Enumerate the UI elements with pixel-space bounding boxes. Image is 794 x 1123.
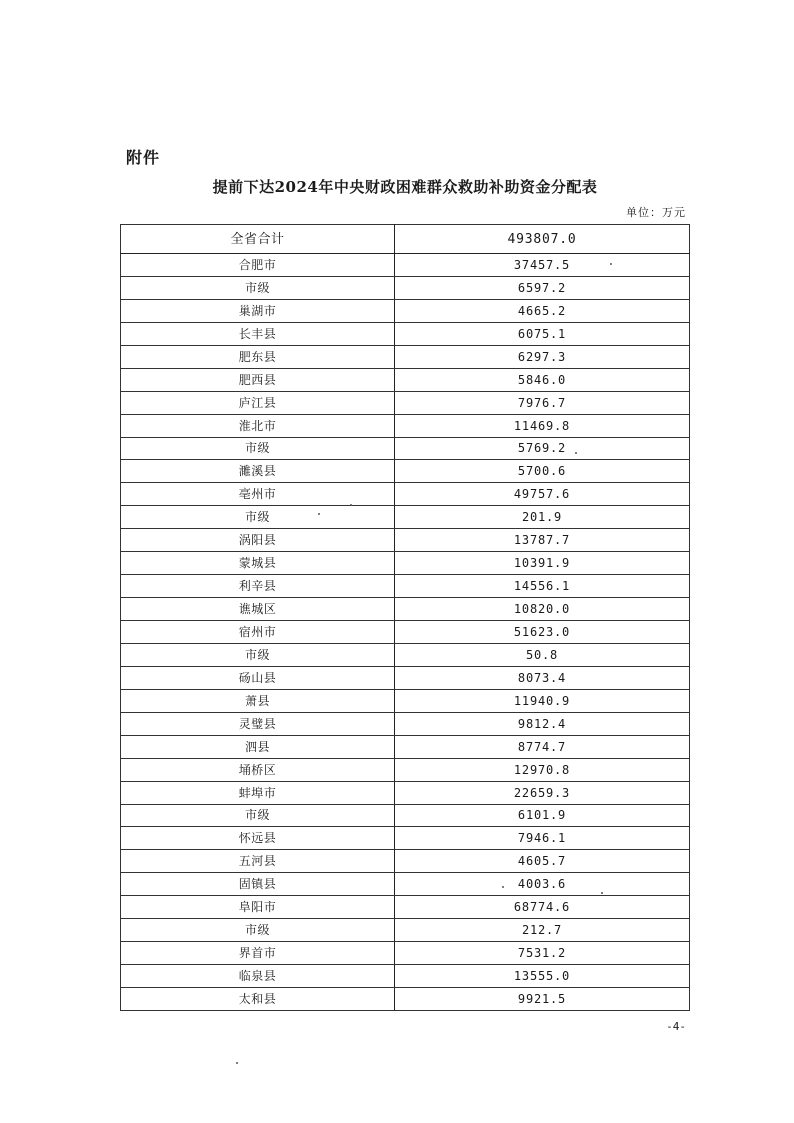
table-row <box>121 712 690 735</box>
total-row <box>121 225 690 254</box>
amount-cell: 6101.9 <box>395 804 690 827</box>
table-row <box>121 850 690 873</box>
amount-cell: 5700.6 <box>395 460 690 483</box>
amount-cell: 22659.3 <box>395 781 690 804</box>
table-row <box>121 827 690 850</box>
amount-cell: 6075.1 <box>395 322 690 345</box>
region-name-cell: 市级 <box>121 804 395 827</box>
amount-cell: 8073.4 <box>395 666 690 689</box>
region-name-cell: 蚌埠市 <box>121 781 395 804</box>
region-name-cell: 蒙城县 <box>121 552 395 575</box>
region-name-cell: 界首市 <box>121 942 395 965</box>
table-row <box>121 781 690 804</box>
region-name-cell: 怀远县 <box>121 827 395 850</box>
page-title: 提前下达2024年中央财政困难群众救助补助资金分配表 <box>212 178 598 196</box>
amount-cell: 51623.0 <box>395 621 690 644</box>
amount-cell: 11940.9 <box>395 689 690 712</box>
region-name-cell: 肥西县 <box>121 368 395 391</box>
region-name-cell: 利辛县 <box>121 575 395 598</box>
amount-cell: 9921.5 <box>395 988 690 1011</box>
region-name-cell: 合肥市 <box>121 254 395 277</box>
table-row <box>121 254 690 277</box>
region-name-cell: 长丰县 <box>121 322 395 345</box>
region-name-cell: 濉溪县 <box>121 460 395 483</box>
table-row <box>121 506 690 529</box>
table-row <box>121 689 690 712</box>
amount-cell: 9812.4 <box>395 712 690 735</box>
amount-cell: 68774.6 <box>395 896 690 919</box>
region-name-cell: 涡阳县 <box>121 529 395 552</box>
table-row <box>121 276 690 299</box>
region-name-cell: 亳州市 <box>121 483 395 506</box>
table-row <box>121 758 690 781</box>
amount-cell: 13787.7 <box>395 529 690 552</box>
region-name-cell: 巢湖市 <box>121 299 395 322</box>
amount-cell: 7531.2 <box>395 942 690 965</box>
table-row <box>121 575 690 598</box>
amount-cell: 6297.3 <box>395 345 690 368</box>
table-row <box>121 942 690 965</box>
scan-speck <box>575 452 577 454</box>
table-row <box>121 414 690 437</box>
amount-cell: 7946.1 <box>395 827 690 850</box>
amount-cell: 11469.8 <box>395 414 690 437</box>
table-row <box>121 873 690 896</box>
amount-cell: 4605.7 <box>395 850 690 873</box>
region-name-cell: 市级 <box>121 643 395 666</box>
scan-speck <box>236 1062 238 1064</box>
region-name-cell: 市级 <box>121 506 395 529</box>
table-row <box>121 804 690 827</box>
table-row <box>121 988 690 1011</box>
region-name-cell: 市级 <box>121 276 395 299</box>
allocation-table <box>120 224 690 1011</box>
amount-cell: 4665.2 <box>395 299 690 322</box>
table-row <box>121 483 690 506</box>
table-row <box>121 919 690 942</box>
table-row <box>121 322 690 345</box>
region-name-cell: 固镇县 <box>121 873 395 896</box>
page-number: -4- <box>666 1020 686 1033</box>
amount-cell: 8774.7 <box>395 735 690 758</box>
amount-cell: 4003.6 <box>395 873 690 896</box>
region-name-cell: 谯城区 <box>121 598 395 621</box>
table-row <box>121 299 690 322</box>
region-name-cell: 太和县 <box>121 988 395 1011</box>
amount-cell: 6597.2 <box>395 276 690 299</box>
amount-cell: 14556.1 <box>395 575 690 598</box>
table-row <box>121 598 690 621</box>
amount-cell: 10820.0 <box>395 598 690 621</box>
region-name-cell: 泗县 <box>121 735 395 758</box>
scan-speck <box>350 504 352 506</box>
region-name-cell: 肥东县 <box>121 345 395 368</box>
amount-cell: 5769.2 <box>395 437 690 460</box>
table-row <box>121 643 690 666</box>
unit-label: 单位：万元 <box>626 206 686 219</box>
amount-cell: 37457.5 <box>395 254 690 277</box>
table-row <box>121 368 690 391</box>
allocation-table-body <box>121 225 690 1011</box>
region-name-cell: 市级 <box>121 437 395 460</box>
amount-cell: 50.8 <box>395 643 690 666</box>
total-value-cell: 493807.0 <box>395 225 690 254</box>
table-row <box>121 621 690 644</box>
region-name-cell: 淮北市 <box>121 414 395 437</box>
total-name-cell: 全省合计 <box>121 225 395 254</box>
amount-cell: 201.9 <box>395 506 690 529</box>
table-row <box>121 345 690 368</box>
amount-cell: 7976.7 <box>395 391 690 414</box>
amount-cell: 5846.0 <box>395 368 690 391</box>
attachment-label: 附件 <box>126 148 161 167</box>
scan-speck <box>610 263 612 265</box>
table-row <box>121 460 690 483</box>
table-row <box>121 965 690 988</box>
region-name-cell: 宿州市 <box>121 621 395 644</box>
region-name-cell: 阜阳市 <box>121 896 395 919</box>
scan-speck <box>502 886 504 888</box>
amount-cell: 49757.6 <box>395 483 690 506</box>
table-row <box>121 552 690 575</box>
region-name-cell: 埇桥区 <box>121 758 395 781</box>
region-name-cell: 灵璧县 <box>121 712 395 735</box>
table-row <box>121 437 690 460</box>
table-row <box>121 896 690 919</box>
region-name-cell: 市级 <box>121 919 395 942</box>
region-name-cell: 庐江县 <box>121 391 395 414</box>
scan-speck <box>601 892 603 894</box>
amount-cell: 212.7 <box>395 919 690 942</box>
table-row <box>121 529 690 552</box>
region-name-cell: 临泉县 <box>121 965 395 988</box>
amount-cell: 12970.8 <box>395 758 690 781</box>
amount-cell: 10391.9 <box>395 552 690 575</box>
region-name-cell: 萧县 <box>121 689 395 712</box>
amount-cell: 13555.0 <box>395 965 690 988</box>
scan-speck <box>318 513 320 515</box>
region-name-cell: 砀山县 <box>121 666 395 689</box>
table-row <box>121 391 690 414</box>
table-row <box>121 735 690 758</box>
region-name-cell: 五河县 <box>121 850 395 873</box>
table-row <box>121 666 690 689</box>
